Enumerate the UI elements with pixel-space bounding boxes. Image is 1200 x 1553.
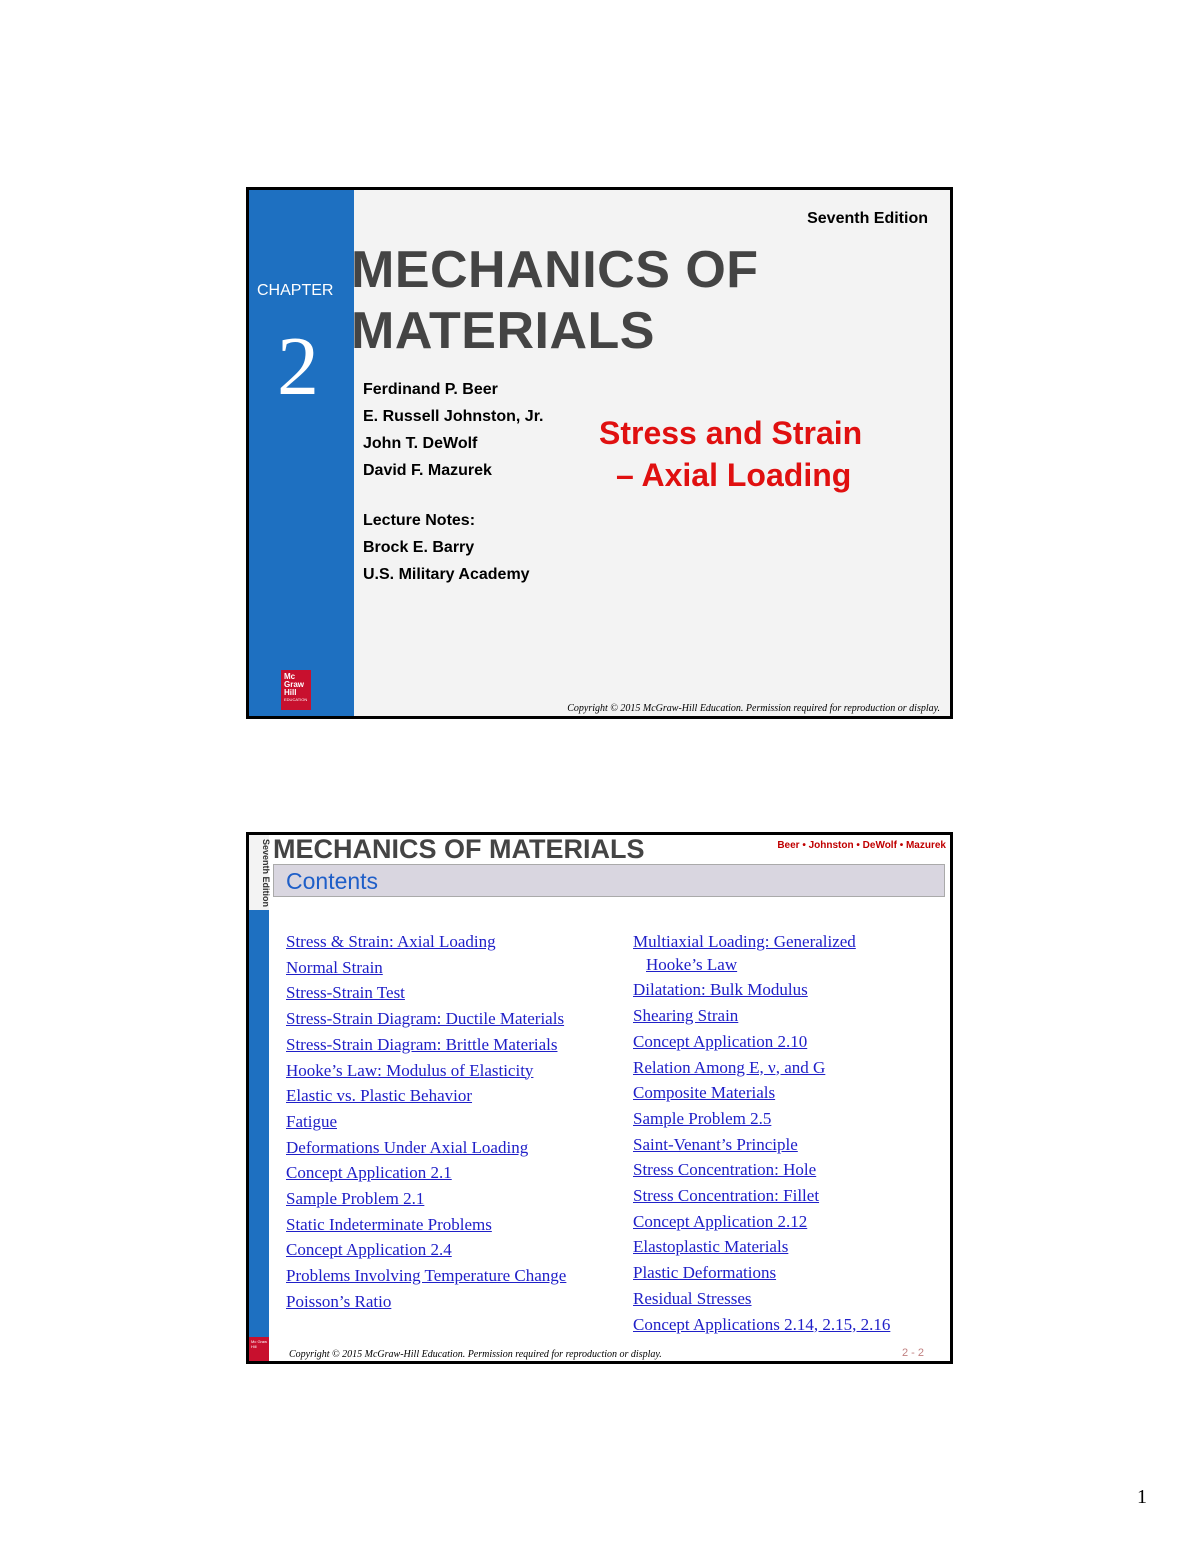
toc-link[interactable]: Sample Problem 2.5 [633,1108,772,1128]
chapter-number: 2 [277,320,319,413]
toc-link[interactable]: Concept Application 2.1 [286,1163,452,1183]
author: David F. Mazurek [363,462,492,479]
toc-link[interactable]: Composite Materials [633,1083,776,1103]
toc-left-column [286,929,566,1315]
toc-link[interactable]: Normal Strain [286,957,383,977]
chapter-label: CHAPTER [257,282,334,299]
toc-link[interactable]: Shearing Strain [633,1006,739,1026]
chapter-subtitle: Stress and Strain – Axial Loading [599,415,863,493]
toc-link[interactable]: Poisson’s Ratio [286,1291,392,1311]
toc-link[interactable]: Static Indeterminate Problems [286,1214,492,1234]
mcgraw-hill-logo: Mc Graw Hill [249,1337,269,1361]
toc-link[interactable]: Multiaxial Loading: Generalized [633,932,856,951]
toc-link[interactable]: Concept Applications 2.14, 2.15, 2.16 [633,1314,891,1334]
toc-link[interactable]: Concept Application 2.10 [633,1031,808,1051]
toc-link[interactable]: Deformations Under Axial Loading [286,1137,529,1157]
toc-link[interactable]: Stress-Strain Diagram: Brittle Materials [286,1034,558,1054]
toc-link[interactable]: Fatigue [286,1111,337,1131]
toc-link[interactable]: Stress-Strain Diagram: Ductile Materials [286,1009,565,1029]
slide-header-title: MECHANICS OF MATERIALS [273,834,645,864]
edition-side-label: Seventh Edition [261,839,271,908]
toc-link[interactable]: Elastoplastic Materials [633,1237,789,1257]
toc-link[interactable]: Concept Application 2.4 [286,1240,452,1260]
toc-link[interactable]: Saint-Venant’s Principle [633,1134,798,1154]
toc-link[interactable]: Stress Concentration: Hole [633,1160,817,1180]
toc-link[interactable]: Problems Involving Temperature Change [286,1266,567,1286]
toc-link[interactable]: Dilatation: Bulk Modulus [633,980,808,1000]
toc-link[interactable]: Stress & Strain: Axial Loading [286,932,496,951]
copyright-notice: Copyright © 2015 McGraw-Hill Education. Permission required for reproduction or display. [289,1349,662,1360]
toc-link[interactable]: Elastic vs. Plastic Behavior [286,1086,473,1106]
copyright-notice: Copyright © 2015 McGraw-Hill Education. Permission required for reproduction or display. [567,703,940,714]
slide-header-authors: Beer • Johnston • DeWolf • Mazurek [777,840,946,851]
page-number: 1 [1137,1486,1147,1508]
side-strip [249,835,269,1361]
toc-link[interactable]: Residual Stresses [633,1288,752,1308]
edition-label: Seventh Edition [807,210,928,227]
mcgraw-hill-logo: Mc Graw Hill EDUCATION [281,670,311,710]
author: E. Russell Johnston, Jr. [363,408,544,425]
section-title-bar [273,864,945,897]
title-slide [246,187,953,719]
toc-link[interactable]: Stress-Strain Test [286,983,405,1003]
toc-link[interactable]: Stress Concentration: Fillet [633,1186,820,1206]
author: Ferdinand P. Beer [363,381,498,398]
toc-link[interactable]: Relation Among E, ν, and G [633,1057,826,1077]
contents-slide [246,832,953,1364]
toc-link-continuation[interactable]: Hooke’s Law [646,954,738,974]
author-list [363,376,544,484]
toc-link[interactable]: Sample Problem 2.1 [286,1189,425,1209]
slide-number: 2 - 2 [901,1347,924,1359]
toc-link[interactable]: Concept Application 2.12 [633,1211,808,1231]
book-title: MECHANICS OF MATERIALS [351,241,759,360]
toc-right-column [633,929,890,1337]
toc-link[interactable]: Hooke’s Law: Modulus of Elasticity [286,1060,534,1080]
section-title: Contents [286,868,379,894]
lecture-notes: Lecture Notes: Brock E. Barry U.S. Military Academy [363,512,530,583]
chapter-sidebar [249,190,354,716]
author: John T. DeWolf [363,435,478,452]
toc-link[interactable]: Plastic Deformations [633,1263,777,1283]
